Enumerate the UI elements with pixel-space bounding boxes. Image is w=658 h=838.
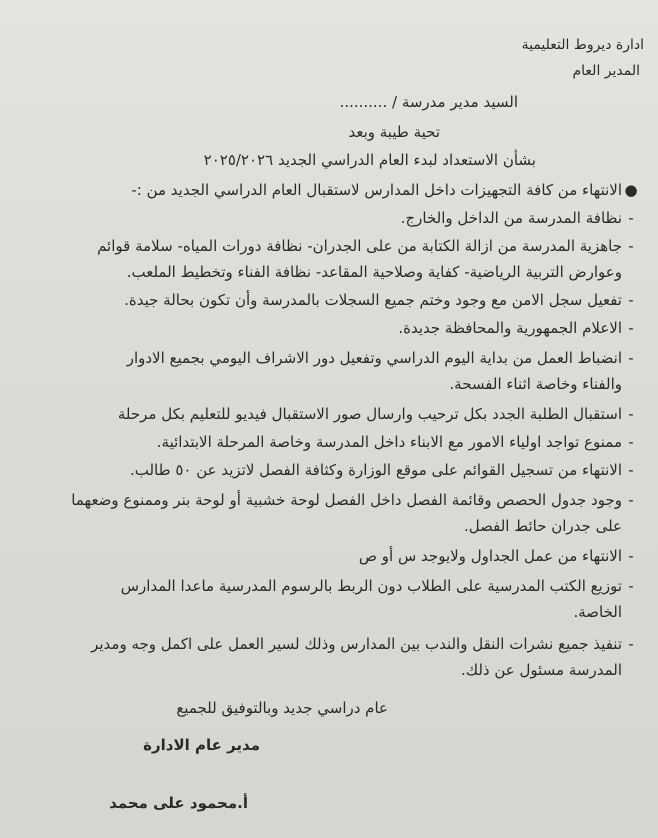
intro-bullet (12, 180, 640, 200)
list-item: -توزيع الكتب المدرسية على الطلاب دون الربط بالرسوم المدرسية ماعدا المدارس (120, 577, 634, 595)
closing-line: عام دراسي جديد وبالتوفيق للجميع (176, 699, 388, 717)
bullet-dot-icon: ● (624, 181, 638, 199)
list-item: -انضباط العمل من بداية اليوم الدراسي وتفعيل دور الاشراف اليومي بجميع الادوار (126, 349, 634, 367)
greeting-line: تحية طيبة وبعد (348, 123, 440, 141)
list-item-continuation: والفناء وخاصة اثناء الفسحة. (449, 375, 622, 393)
list-item-continuation: وعوارض التربية الرياضية- كفاية وصلاحية المقاعد- نظافة الفناء وتخطيط الملعب. (126, 263, 622, 281)
list-item: -ممنوع تواجد اولياء الامور مع الابناء داخل المدرسة وخاصة المرحلة الابتدائية. (156, 433, 634, 451)
list-item: -تفعيل سجل الامن مع وجود وختم جميع السجلات بالمدرسة وأن تكون بحالة جيدة. (124, 291, 634, 309)
list-item: -تنفيذ جميع نشرات النقل والندب بين المدارس وذلك لسير العمل على اكمل وجه ومدير (91, 635, 634, 653)
list-item: -الانتهاء من تسجيل القوائم على موقع الوزارة وكثافة الفصل لاتزيد عن ٥٠ طالب. (129, 461, 634, 479)
intro-text: الانتهاء من كافة التجهيزات داخل المدارس لاستقبال العام الدراسي الجديد من :- (131, 181, 622, 199)
addressee-line: السيد مدير مدرسة / .......... (339, 93, 518, 111)
list-item-continuation: المدرسة مسئول عن ذلك. (460, 661, 622, 679)
list-item: -وجود جدول الحصص وقائمة الفصل داخل الفصل لوحة خشبية أو لوحة بنر وممنوع وضعهما (71, 491, 634, 509)
signature-title: مدير عام الادارة (143, 736, 260, 754)
signature-name: أ.محمود على محمد (109, 794, 248, 812)
list-item-continuation: على جدران حائط الفصل. (463, 517, 622, 535)
list-item: -الاعلام الجمهورية والمحافظة جديدة. (398, 319, 634, 337)
sender-title: المدير العام (572, 63, 640, 79)
list-item: -نظافة المدرسة من الداخل والخارج. (400, 209, 634, 227)
list-item: -جاهزية المدرسة من ازالة الكتابة من على الجدران- نظافة دورات المياه- سلامة قوائم (97, 237, 634, 255)
list-item-continuation: الخاصة. (573, 603, 622, 621)
department-name: ادارة ديروط التعليمية (521, 37, 644, 53)
list-item: -استقبال الطلبة الجدد بكل ترحيب وارسال صور الاستقبال فيديو للتعليم بكل مرحلة (117, 405, 634, 423)
list-item: -الانتهاء من عمل الجداول ولايوجد س أو ص (358, 547, 634, 565)
subject-line: بشأن الاستعداد لبدء العام الدراسي الجديد ٢٠٢٥/٢٠٢٦ (203, 151, 536, 169)
